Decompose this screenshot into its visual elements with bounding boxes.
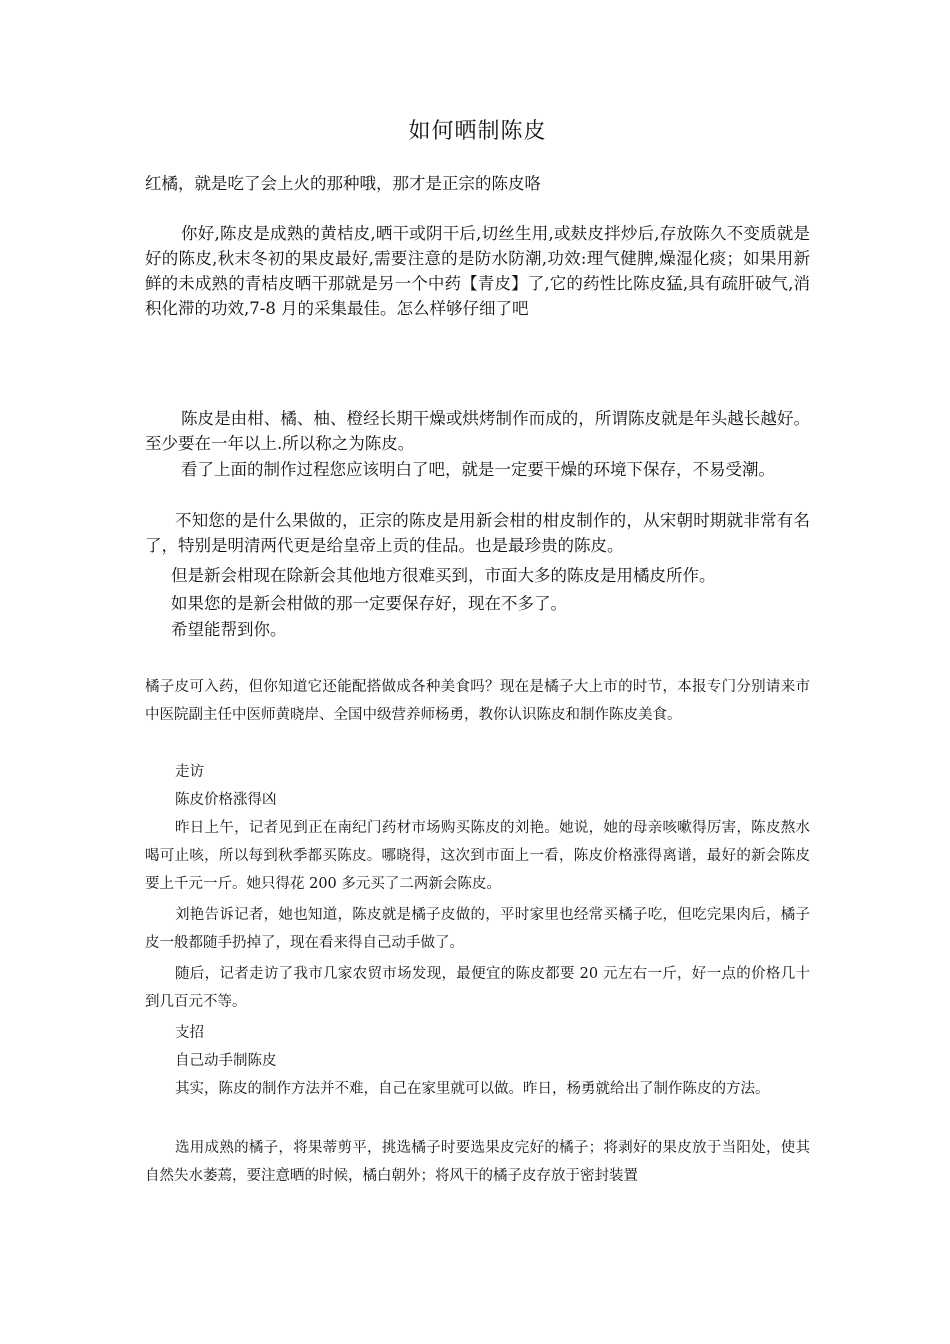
answer2-paragraph-1: 陈皮是由柑、橘、柚、橙经长期干燥或烘烤制作而成的，所谓陈皮就是年头越长越好。至少要在一年以上.所以称之为陈皮。 — [145, 409, 810, 453]
article-paragraph: 昨日上午，记者见到正在南纪门药材市场购买陈皮的刘艳。她说，她的母亲咳嗽得厉害，陈皮熬水喝可止咳，所以每到秋季都买陈皮。哪晓得，这次到市面上一看，陈皮价格涨得离谱，最好的新会陈皮要上千元一斤。她只得花 200 多元买了二两新会陈皮。 — [145, 820, 810, 892]
answer2-paragraph-2: 看了上面的制作过程您应该明白了吧，就是一定要干燥的环境下保存，不易受潮。 — [181, 460, 775, 479]
article-paragraph: 其实，陈皮的制作方法并不难，自己在家里就可以做。昨日，杨勇就给出了制作陈皮的方法。 — [175, 1081, 770, 1097]
answer2-paragraph-4: 但是新会柑现在除新会其他地方很难买到，市面大多的陈皮是用橘皮所作。 — [171, 566, 716, 585]
answer1-paragraph: 你好,陈皮是成熟的黄桔皮,晒干或阴干后,切丝生用,或麸皮拌炒后,存放陈久不变质就是好的陈皮,秋末冬初的果皮最好,需要注意的是防水防潮,功效:理气健脾,燥湿化痰；如果用新鲜的未成熟的青桔皮晒干那就是另一个中药【青皮】了,它的药性比陈皮猛,具有疏肝破气,消积化滞的功效,7-8 月的采集最佳。怎么样够仔细了吧 — [145, 224, 810, 318]
document-page — [145, 0, 810, 1344]
intro-line: 红橘，就是吃了会上火的那种哦，那才是正宗的陈皮咯 — [145, 174, 541, 193]
article-section-heading: 支招 — [175, 1025, 204, 1041]
page-title: 如何晒制陈皮 — [408, 119, 547, 144]
answer2-paragraph-6: 希望能帮到你。 — [171, 620, 287, 639]
article-subheading: 自己动手制陈皮 — [175, 1053, 277, 1069]
article-intro: 橘子皮可入药，但你知道它还能配搭做成各种美食吗？现在是橘子大上市的时节，本报专门分别请来市中医院副主任中医师黄晓岸、全国中级营养师杨勇，教你认识陈皮和制作陈皮美食。 — [145, 679, 810, 723]
article-paragraph: 刘艳告诉记者，她也知道，陈皮就是橘子皮做的，平时家里也经常买橘子吃，但吃完果肉后，橘子皮一般都随手扔掉了，现在看来得自己动手做了。 — [145, 907, 810, 951]
article-subheading: 陈皮价格涨得凶 — [175, 792, 277, 808]
answer2-paragraph-3: 不知您的是什么果做的，正宗的陈皮是用新会柑的柑皮制作的，从宋朝时期就非常有名了，特别是明清两代更是给皇帝上贡的佳品。也是最珍贵的陈皮。 — [145, 511, 810, 555]
article-paragraph: 随后，记者走访了我市几家农贸市场发现，最便宜的陈皮都要 20 元左右一斤，好一点的价格几十到几百元不等。 — [145, 966, 810, 1010]
article-section-heading: 走访 — [175, 764, 204, 780]
article-paragraph: 选用成熟的橘子，将果蒂剪平，挑选橘子时要选果皮完好的橘子；将剥好的果皮放于当阳处，使其自然失水萎蔫，要注意晒的时候，橘白朝外；将风干的橘子皮存放于密封装置 — [145, 1140, 810, 1184]
answer2-paragraph-5: 如果您的是新会柑做的那一定要保存好，现在不多了。 — [171, 594, 567, 613]
